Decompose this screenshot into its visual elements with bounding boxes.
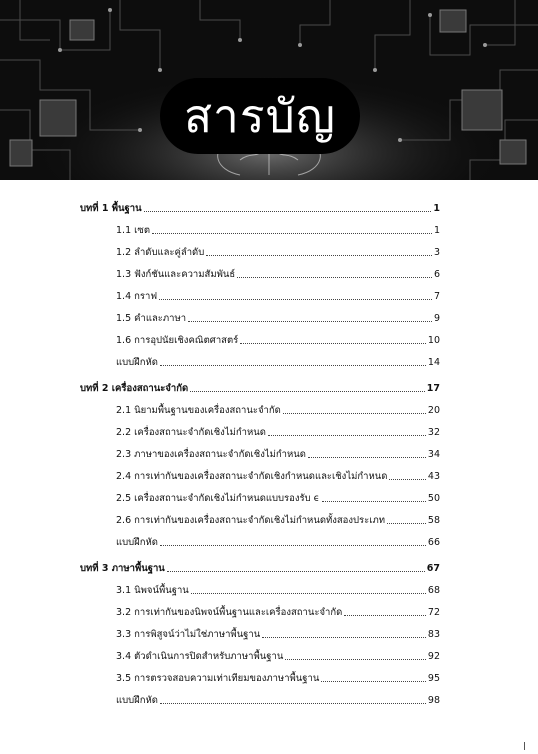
dot-leader: [206, 255, 432, 256]
toc-page-number: 7: [433, 291, 440, 302]
toc-chapter-3[interactable]: [80, 561, 440, 575]
dot-leader: [262, 637, 426, 638]
toc-page-number: 32: [427, 427, 440, 438]
toc-page-number: 58: [427, 515, 440, 526]
toc-entry[interactable]: [116, 693, 440, 707]
toc-page-number: 14: [427, 357, 440, 368]
toc-label: 1.3 ฟังก์ชันและความสัมพันธ์: [116, 269, 236, 280]
toc-label: 2.4 การเท่ากันของเครื่องสถานะจำกัดเชิงกำหนดและเชิงไม่กำหนด: [116, 471, 388, 482]
dot-leader: [167, 571, 425, 572]
toc-page-number: 92: [427, 651, 440, 662]
dot-leader: [144, 211, 432, 212]
dot-leader: [240, 343, 426, 344]
toc-page-number: 83: [427, 629, 440, 640]
dot-leader: [283, 413, 426, 414]
toc-entry[interactable]: [116, 491, 440, 505]
dot-leader: [190, 391, 425, 392]
toc-entry[interactable]: [116, 245, 440, 259]
dot-leader: [285, 659, 426, 660]
toc-entry[interactable]: [116, 649, 440, 663]
page-edge-mark: [524, 742, 525, 750]
toc-label: 3.3 การพิสูจน์ว่าไม่ใช่ภาษาพื้นฐาน: [116, 629, 261, 640]
toc-page-number: 1: [433, 225, 440, 236]
toc-entry[interactable]: [116, 267, 440, 281]
toc-page-number: 50: [427, 493, 440, 504]
toc-page-number: 43: [427, 471, 440, 482]
toc-page-number: 67: [426, 563, 440, 574]
toc-label: 2.5 เครื่องสถานะจำกัดเชิงไม่กำหนดแบบรองรับ ϵ: [116, 493, 320, 504]
toc-label: 1.2 ลำดับและคู่ลำดับ: [116, 247, 205, 258]
toc-page-number: 17: [426, 383, 440, 394]
toc-entry[interactable]: [116, 627, 440, 641]
dot-leader: [152, 233, 432, 234]
toc-page-number: 20: [427, 405, 440, 416]
toc-chapter-2[interactable]: [80, 381, 440, 395]
toc-label: บทที่ 3 ภาษาพื้นฐาน: [80, 563, 165, 574]
toc-page-number: 72: [427, 607, 440, 618]
toc-page-number: 95: [427, 673, 440, 684]
toc-entry[interactable]: [116, 583, 440, 597]
dot-leader: [321, 681, 426, 682]
toc-label: แบบฝึกหัด: [116, 537, 158, 548]
toc-label: 3.2 การเท่ากันของนิพจน์พื้นฐานและเครื่องสถานะจำกัด: [116, 607, 343, 618]
dot-leader: [344, 615, 426, 616]
toc-page-number: 3: [433, 247, 440, 258]
toc-label: 2.6 การเท่ากันของเครื่องสถานะจำกัดเชิงไม่กำหนดทั้งสองประเภท: [116, 515, 386, 526]
page-title: สารบัญ: [183, 88, 336, 143]
toc-entry[interactable]: [116, 469, 440, 483]
toc-label: 3.1 นิพจน์พื้นฐาน: [116, 585, 189, 596]
toc-label: แบบฝึกหัด: [116, 695, 158, 706]
toc-label: 1.5 คำและภาษา: [116, 313, 187, 324]
header-banner: [0, 0, 538, 180]
toc-entry[interactable]: [116, 605, 440, 619]
toc-entry[interactable]: [116, 355, 440, 369]
dot-leader: [268, 435, 426, 436]
toc-entry[interactable]: [116, 223, 440, 237]
dot-leader: [159, 299, 432, 300]
toc-label: บทที่ 1 พื้นฐาน: [80, 203, 142, 214]
toc-page-number: 1: [433, 203, 440, 214]
dot-leader: [160, 703, 426, 704]
toc-entry[interactable]: [116, 333, 440, 347]
dot-leader: [322, 501, 426, 502]
page-title-pill: [160, 78, 360, 154]
dot-leader: [191, 593, 426, 594]
toc-label: แบบฝึกหัด: [116, 357, 158, 368]
toc-label: 2.2 เครื่องสถานะจำกัดเชิงไม่กำหนด: [116, 427, 266, 438]
dot-leader: [389, 479, 426, 480]
toc-entry[interactable]: [116, 671, 440, 685]
toc-entry[interactable]: [116, 289, 440, 303]
toc-entry[interactable]: [116, 425, 440, 439]
toc-label: 1.1 เซต: [116, 225, 150, 236]
toc-label: 3.4 ตัวดำเนินการปิดสำหรับภาษาพื้นฐาน: [116, 651, 284, 662]
dot-leader: [160, 365, 426, 366]
toc-page-number: 10: [427, 335, 440, 346]
dot-leader: [188, 321, 432, 322]
toc-page-number: 6: [433, 269, 440, 280]
toc-label: บทที่ 2 เครื่องสถานะจำกัด: [80, 383, 189, 394]
toc-page-number: 34: [427, 449, 440, 460]
toc-page-number: 98: [427, 695, 440, 706]
toc-label: 3.5 การตรวจสอบความเท่าเทียมของภาษาพื้นฐาน: [116, 673, 320, 684]
toc-page-number: 66: [427, 537, 440, 548]
toc-entry[interactable]: [116, 535, 440, 549]
toc-label: 2.1 นิยามพื้นฐานของเครื่องสถานะจำกัด: [116, 405, 281, 416]
toc-entry[interactable]: [116, 447, 440, 461]
toc-label: 2.3 ภาษาของเครื่องสถานะจำกัดเชิงไม่กำหนด: [116, 449, 306, 460]
dot-leader: [308, 457, 426, 458]
toc-page-number: 68: [427, 585, 440, 596]
toc-entry[interactable]: [116, 403, 440, 417]
dot-leader: [160, 545, 426, 546]
toc-entry[interactable]: [116, 311, 440, 325]
toc-label: 1.6 การอุปนัยเชิงคณิตศาสตร์: [116, 335, 239, 346]
toc-page-number: 9: [433, 313, 440, 324]
toc-label: 1.4 กราฟ: [116, 291, 158, 302]
dot-leader: [237, 277, 432, 278]
toc-chapter-1[interactable]: [80, 201, 440, 215]
dot-leader: [387, 523, 426, 524]
toc-entry[interactable]: [116, 513, 440, 527]
